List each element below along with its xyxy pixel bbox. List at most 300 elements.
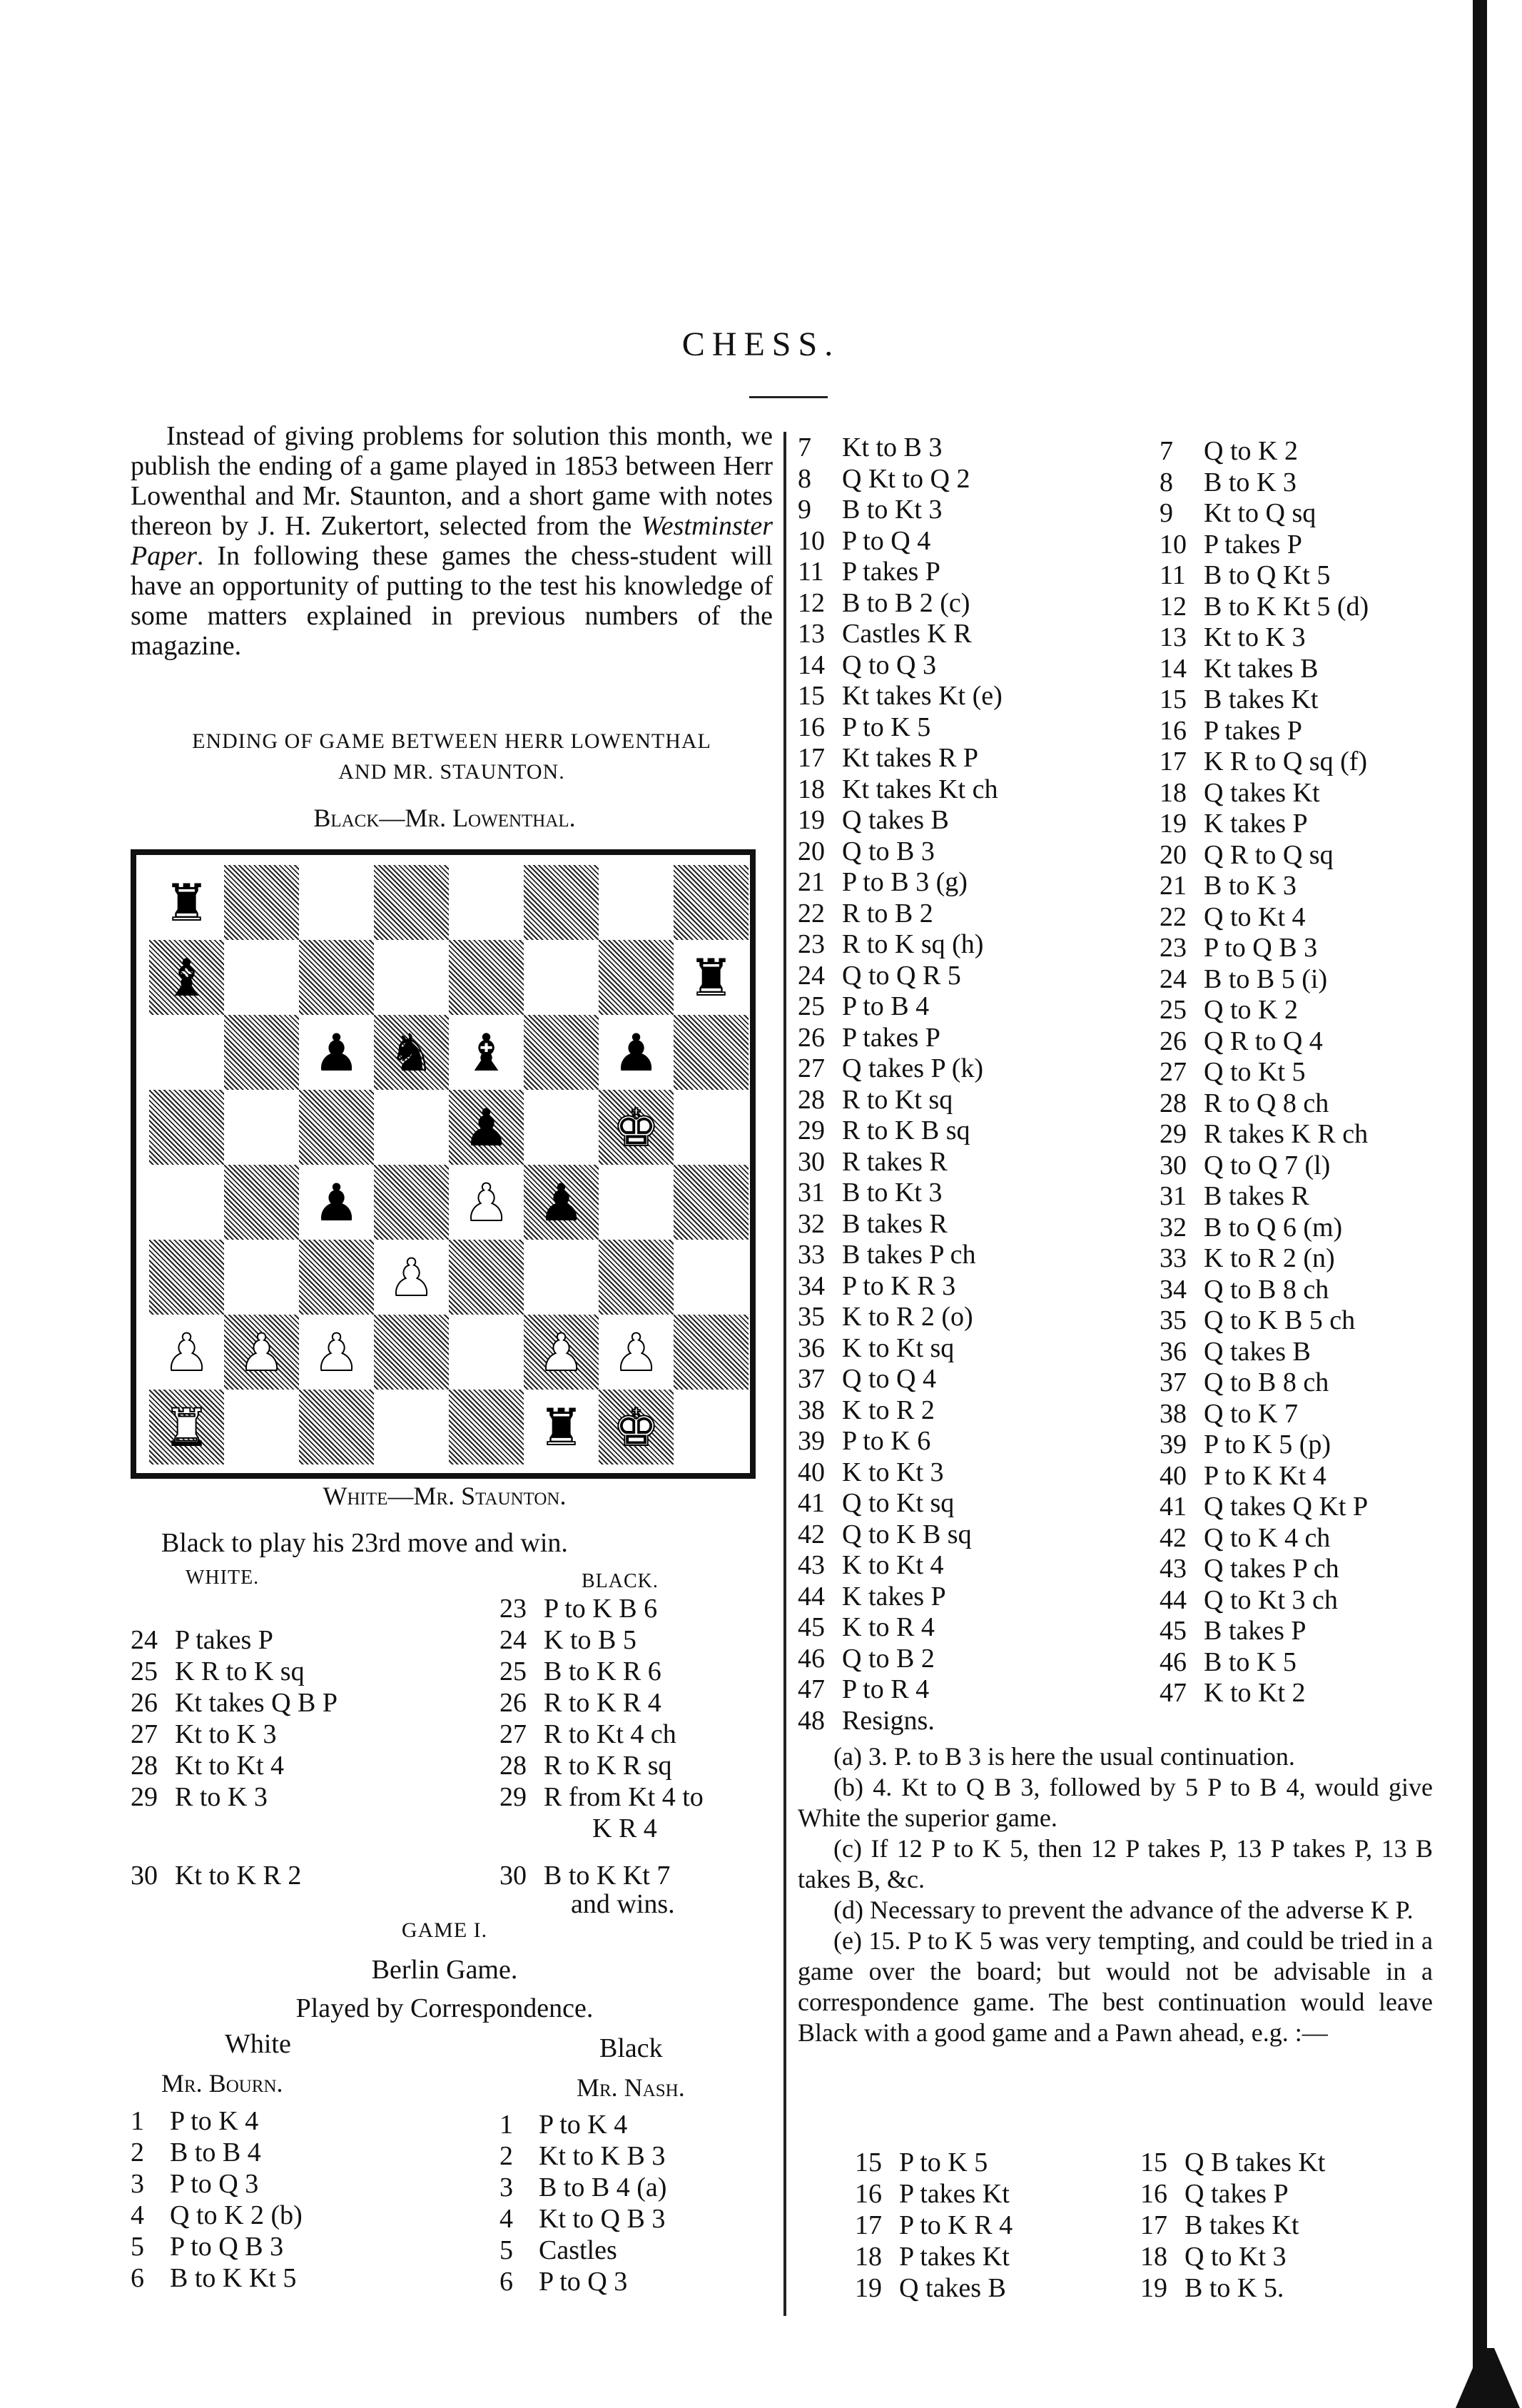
move-row <box>499 1781 704 1813</box>
move-text: B takes Kt <box>1204 684 1319 714</box>
move-number: 15 <box>855 2148 882 2177</box>
move-text: Kt to Q sq <box>1204 498 1316 528</box>
page-title: CHESS. <box>681 325 841 363</box>
move-row <box>1140 2241 1287 2272</box>
move-text: P to Q B 3 <box>1204 933 1318 963</box>
move-row <box>1160 870 1297 901</box>
board-square <box>374 1315 449 1390</box>
game-black-player: Mr. Nash. <box>577 2073 685 2102</box>
move-number: 27 <box>131 1719 158 1749</box>
move-text: Kt to K B 3 <box>539 2141 666 2171</box>
move-number: 29 <box>131 1782 158 1812</box>
move-text: Q to Kt 4 <box>1204 901 1306 932</box>
black-pawn-icon: ♟ <box>313 1023 360 1083</box>
move-number: 38 <box>1160 1398 1187 1429</box>
move-number: 21 <box>798 867 825 897</box>
move-text: Kt takes Kt (e) <box>842 681 1003 711</box>
white-pawn-icon: ♟ <box>238 1322 285 1382</box>
black-rook-icon: ♜ <box>688 948 734 1008</box>
board-square <box>149 1240 224 1315</box>
move-number: 8 <box>798 463 811 494</box>
move-number: 16 <box>855 2179 882 2209</box>
move-text: Q takes Q Kt P <box>1204 1492 1369 1522</box>
white-pawn-icon: ♟ <box>313 1322 360 1382</box>
move-row <box>1160 1646 1297 1678</box>
ending-black-header: BLACK. <box>582 1570 659 1592</box>
move-text: P to Q 4 <box>842 525 931 556</box>
move-number: 7 <box>798 432 811 462</box>
move-text: P to Q 3 <box>170 2169 259 2199</box>
move-row <box>1160 808 1308 839</box>
board-square <box>374 940 449 1015</box>
move-number: 26 <box>1160 1026 1187 1056</box>
move-text: Kt takes R P <box>842 743 979 773</box>
move-text: Q to K B 5 ch <box>1204 1305 1356 1335</box>
move-number: 19 <box>1160 809 1187 839</box>
move-row <box>1160 932 1317 963</box>
move-row <box>1160 591 1369 622</box>
move-text: K R to K sq <box>175 1656 305 1686</box>
move-text: Q B takes Kt <box>1184 2148 1326 2177</box>
move-number: 13 <box>798 619 825 649</box>
move-text: B to B 4 <box>170 2138 261 2167</box>
move-row <box>798 929 983 960</box>
move-row <box>131 1860 301 1891</box>
move-number: 24 <box>1160 963 1187 994</box>
move-row-continued <box>571 1888 675 1920</box>
move-text: Q R to Q sq <box>1204 839 1334 870</box>
move-text: Q to Q 7 (l) <box>1204 1150 1331 1180</box>
move-row <box>131 2200 303 2231</box>
move-number: 43 <box>798 1550 825 1580</box>
move-text: B to K Kt 5 <box>170 2263 297 2293</box>
move-number: 31 <box>1160 1181 1187 1211</box>
move-row <box>1160 622 1306 653</box>
move-number: 40 <box>798 1457 825 1487</box>
move-row <box>499 1719 676 1750</box>
move-text: R takes K R ch <box>1204 1119 1369 1149</box>
move-text: B to K 5 <box>1204 1646 1297 1677</box>
move-number: 6 <box>131 2263 144 2293</box>
move-row <box>798 1053 983 1084</box>
move-number: 32 <box>798 1208 825 1239</box>
move-row <box>855 2210 1013 2241</box>
move-text: R to K R sq <box>544 1751 672 1781</box>
move-number: 5 <box>131 2232 144 2262</box>
move-number: 36 <box>1160 1336 1187 1367</box>
move-text: P to K B 6 <box>544 1594 658 1624</box>
game-white-player: Mr. Bourn. <box>161 2069 283 2098</box>
move-text: P to K R 3 <box>842 1270 956 1301</box>
black-player-label: Black—Mr. Lowenthal. <box>313 804 576 832</box>
white-pawn-icon: ♟ <box>463 1173 509 1233</box>
black-bishop-icon: ♝ <box>163 948 210 1008</box>
move-text: Q to B 8 ch <box>1204 1274 1329 1305</box>
move-text: R to K B sq <box>842 1116 970 1145</box>
move-row <box>798 587 970 619</box>
move-number: 18 <box>855 2242 882 2272</box>
move-text: P to K 5 (p) <box>1204 1430 1331 1460</box>
move-text: B takes Kt <box>1184 2210 1299 2240</box>
move-number: 26 <box>131 1688 158 1718</box>
move-number: 28 <box>798 1084 825 1115</box>
move-row <box>1140 2178 1289 2210</box>
move-text: K to Kt sq <box>842 1332 955 1363</box>
move-number: 23 <box>798 929 825 959</box>
move-text: P to K 4 <box>170 2106 259 2136</box>
move-text: B to K 5. <box>1184 2273 1284 2303</box>
move-text: P takes P <box>842 1022 940 1053</box>
move-number: 17 <box>1160 747 1187 776</box>
move-text: Kt to K 3 <box>1204 622 1306 652</box>
move-number: 35 <box>798 1302 825 1332</box>
move-text: Q to B 3 <box>842 836 935 866</box>
move-row <box>1160 653 1318 684</box>
move-text: P takes P <box>1204 715 1302 746</box>
move-row <box>798 494 942 525</box>
move-text: Q takes P (k) <box>842 1053 984 1083</box>
move-row <box>798 1519 972 1550</box>
move-text: P to K 5 <box>842 712 931 742</box>
white-king-icon: ♚ <box>613 1397 659 1457</box>
move-number: 21 <box>1160 871 1187 901</box>
move-row <box>1160 1305 1355 1336</box>
move-number: 25 <box>499 1656 527 1686</box>
move-text: P takes P <box>1204 529 1302 560</box>
move-number: 27 <box>499 1719 527 1749</box>
move-number: 40 <box>1160 1460 1187 1491</box>
move-text: B to Q Kt 5 <box>1204 560 1331 590</box>
move-number: 3 <box>499 2172 513 2202</box>
board-square <box>449 940 524 1015</box>
board-square <box>224 940 299 1015</box>
move-number: 12 <box>1160 591 1187 622</box>
board-square <box>524 940 599 1015</box>
board-square <box>224 1015 299 1090</box>
move-number: 11 <box>798 557 824 587</box>
move-text: K to Kt 4 <box>842 1550 944 1580</box>
move-row <box>1160 1429 1331 1460</box>
move-text: P takes P <box>175 1625 273 1655</box>
move-number: 42 <box>1160 1522 1187 1553</box>
black-pawn-icon: ♟ <box>313 1173 360 1233</box>
move-number: 18 <box>798 774 825 804</box>
move-text: K to Kt 3 <box>842 1457 944 1487</box>
board-grid <box>149 865 749 1464</box>
move-number: 23 <box>499 1594 527 1624</box>
move-text: and wins. <box>571 1889 675 1919</box>
move-text: P to B 3 (g) <box>842 867 968 897</box>
move-text: Castles K R <box>842 619 972 649</box>
move-text: Kt takes Q B P <box>175 1688 338 1718</box>
move-text: P takes Kt <box>899 2242 1010 2272</box>
move-number: 2 <box>499 2141 513 2171</box>
move-number: 35 <box>1160 1305 1187 1335</box>
move-row <box>798 1425 930 1457</box>
move-text: K to Kt 2 <box>1204 1678 1306 1708</box>
move-number: 34 <box>798 1270 825 1301</box>
move-text: Kt to Q B 3 <box>539 2204 666 2234</box>
move-row <box>1160 1584 1338 1616</box>
move-number: 10 <box>1160 529 1187 560</box>
board-square <box>674 1015 749 1090</box>
move-number: 48 <box>798 1705 825 1736</box>
move-row <box>798 1270 955 1302</box>
title-rule <box>749 396 828 398</box>
move-text: K to R 4 <box>842 1612 935 1642</box>
move-text: R to K R 4 <box>544 1688 661 1718</box>
move-text: R from Kt 4 to <box>544 1782 704 1812</box>
move-number: 33 <box>798 1240 825 1270</box>
board-square <box>599 1165 674 1240</box>
game-white-label: White <box>225 2029 291 2059</box>
move-number: 30 <box>798 1146 825 1177</box>
board-square <box>224 1240 299 1315</box>
black-rook-icon: ♜ <box>538 1397 584 1457</box>
game-played-by: Played by Correspondence. <box>295 1993 594 2023</box>
move-text: Q to Kt 3 ch <box>1204 1584 1338 1615</box>
move-text: Q to K 7 <box>1204 1398 1298 1429</box>
move-row <box>798 1208 948 1240</box>
move-row <box>798 866 968 898</box>
move-text: Kt to K R 2 <box>175 1861 302 1891</box>
move-row <box>1160 1088 1329 1119</box>
move-number: 16 <box>1140 2179 1167 2209</box>
move-number: 33 <box>1160 1243 1187 1273</box>
move-row <box>798 1643 935 1674</box>
board-square <box>524 1090 599 1165</box>
move-number: 30 <box>499 1861 527 1891</box>
move-number: 25 <box>131 1656 158 1686</box>
move-number: 24 <box>798 960 825 991</box>
move-row <box>798 1301 973 1332</box>
move-row <box>499 2109 627 2140</box>
move-row <box>1160 435 1298 467</box>
move-row <box>1160 839 1334 871</box>
move-text: Q to K B sq <box>842 1519 972 1549</box>
board-square <box>299 1315 374 1390</box>
move-text: R to B 2 <box>842 898 933 929</box>
move-number: 27 <box>1160 1057 1187 1087</box>
move-number: 17 <box>1140 2210 1167 2240</box>
move-text: B to Q 6 (m) <box>1204 1212 1343 1243</box>
move-number: 16 <box>1160 715 1187 746</box>
move-number: 20 <box>1160 839 1187 870</box>
board-square <box>449 1390 524 1464</box>
move-text: B takes P ch <box>842 1240 976 1270</box>
move-row <box>798 1705 935 1736</box>
move-row <box>798 1084 953 1116</box>
move-text: Q to B 2 <box>842 1643 935 1674</box>
move-number: 43 <box>1160 1554 1187 1584</box>
move-row <box>1160 1243 1335 1274</box>
move-row <box>1160 560 1330 591</box>
intro-text-end: . In following these games the chess-student will have an opportunity of putting to the test his knowledge of some matters explained in previous numbers of the magazine. <box>131 541 773 661</box>
board-square <box>599 1015 674 1090</box>
board-square <box>599 1090 674 1165</box>
board-square <box>374 1390 449 1464</box>
move-row <box>798 1549 944 1581</box>
move-text: Q takes B <box>1204 1336 1311 1367</box>
move-row <box>499 2140 665 2172</box>
move-row <box>798 1487 954 1519</box>
move-number: 39 <box>798 1426 825 1456</box>
move-number: 46 <box>1160 1646 1187 1677</box>
move-number: 39 <box>1160 1430 1187 1460</box>
move-text: B to K 3 <box>1204 467 1297 497</box>
move-row <box>1160 1056 1306 1088</box>
move-text: Q R to Q 4 <box>1204 1026 1323 1056</box>
move-text: Q takes P ch <box>1204 1554 1339 1584</box>
move-text: Q to Kt 3 <box>1184 2242 1287 2272</box>
board-square <box>599 1240 674 1315</box>
move-row <box>131 1624 273 1656</box>
move-number: 20 <box>798 836 825 866</box>
move-text: B takes P <box>1204 1616 1307 1646</box>
move-row <box>499 1624 636 1656</box>
board-square <box>224 1165 299 1240</box>
move-number: 15 <box>1160 684 1187 714</box>
move-row <box>798 960 961 991</box>
board-square <box>299 940 374 1015</box>
move-number: 14 <box>1160 653 1187 684</box>
board-square <box>374 1165 449 1240</box>
black-knight-icon: ♞ <box>388 1023 435 1083</box>
move-row-continued <box>592 1813 657 1844</box>
move-text: K R to Q sq (f) <box>1204 747 1368 776</box>
move-row <box>798 432 942 463</box>
move-row <box>1160 715 1302 747</box>
move-row <box>499 2172 666 2203</box>
move-number: 37 <box>1160 1367 1187 1397</box>
move-row <box>798 712 930 743</box>
move-row <box>499 2235 617 2266</box>
white-player-label: White—Mr. Staunton. <box>323 1482 567 1510</box>
move-row <box>1160 1615 1307 1646</box>
move-row <box>855 2272 1006 2304</box>
move-number: 1 <box>131 2106 144 2136</box>
move-number: 4 <box>131 2200 144 2230</box>
board-square <box>674 1315 749 1390</box>
move-number: 37 <box>798 1364 825 1394</box>
board-square <box>449 1090 524 1165</box>
move-text: K to B 5 <box>544 1625 636 1655</box>
board-square <box>299 1240 374 1315</box>
move-row <box>499 1750 671 1781</box>
move-number: 38 <box>798 1395 825 1425</box>
ending-heading-line1: ENDING OF GAME BETWEEN HERR LOWENTHAL <box>192 729 711 753</box>
move-text: B takes R <box>842 1208 948 1239</box>
board-square <box>299 1390 374 1464</box>
move-row <box>131 2231 283 2262</box>
move-text: Q to B 8 ch <box>1204 1367 1329 1397</box>
move-row <box>798 1177 942 1208</box>
move-number: 47 <box>798 1674 825 1704</box>
white-pawn-icon: ♟ <box>613 1322 659 1382</box>
move-number: 10 <box>798 525 825 556</box>
black-rook-icon: ♜ <box>163 873 210 933</box>
move-text: B takes R <box>1204 1181 1309 1211</box>
move-text: K takes P <box>842 1581 946 1612</box>
move-number: 34 <box>1160 1274 1187 1305</box>
move-text: Q takes B <box>842 805 949 835</box>
move-number: 23 <box>1160 933 1187 963</box>
move-row <box>1160 1118 1368 1150</box>
move-row <box>798 1146 948 1178</box>
move-row <box>1160 684 1318 715</box>
move-text: B to B 5 (i) <box>1204 963 1328 994</box>
move-row <box>1160 1367 1329 1398</box>
move-number: 29 <box>499 1782 527 1812</box>
move-text: Kt to K 3 <box>175 1719 277 1749</box>
move-number: 28 <box>499 1751 527 1781</box>
move-text: R takes R <box>842 1146 948 1177</box>
move-number: 11 <box>1160 560 1186 590</box>
move-row <box>798 836 935 867</box>
move-row <box>131 2262 296 2294</box>
move-number: 9 <box>798 495 811 525</box>
note-a: (a) 3. P. to B 3 is here the usual continuation. <box>833 1742 1295 1771</box>
board-square <box>524 1240 599 1315</box>
move-row <box>798 804 949 836</box>
move-number: 42 <box>798 1519 825 1549</box>
move-row <box>1160 746 1367 777</box>
move-text: P to Q 3 <box>539 2267 628 2297</box>
move-row <box>131 2168 258 2200</box>
move-row <box>798 1674 929 1705</box>
move-text: Q to Q R 5 <box>842 960 961 991</box>
move-row <box>798 742 978 774</box>
move-row <box>1160 1522 1330 1554</box>
move-number: 16 <box>798 712 825 742</box>
move-text: R to Q 8 ch <box>1204 1088 1329 1118</box>
move-row <box>798 1363 936 1395</box>
board-square <box>149 940 224 1015</box>
board-square <box>374 1240 449 1315</box>
column-divider <box>783 432 786 2316</box>
move-text: P to K 5 <box>899 2148 988 2177</box>
move-row <box>1140 2210 1299 2241</box>
note-d: (d) Necessary to prevent the advance of the adverse K P. <box>833 1896 1414 1924</box>
move-row <box>131 2137 261 2168</box>
game-opening: Berlin Game. <box>371 1955 518 1985</box>
move-row <box>1160 994 1298 1026</box>
move-number: 44 <box>1160 1584 1187 1615</box>
note-b: (b) 4. Kt to Q B 3, followed by 5 P to B 4, would give White the superior game. <box>798 1773 1433 1832</box>
move-text: B to K Kt 7 <box>544 1861 671 1891</box>
move-row <box>131 1781 268 1813</box>
intro-text: Instead of giving problems for solution this month, we publish the ending of a game played in 1853 between Herr Lowenthal and Mr. Staunton, and a short game with notes thereon by J. H. Zukertort, selected from the <box>131 421 773 541</box>
move-row <box>1160 1491 1368 1522</box>
board-square <box>524 1015 599 1090</box>
move-number: 5 <box>499 2235 513 2265</box>
move-number: 2 <box>131 2138 144 2167</box>
move-text: R to Kt sq <box>842 1084 953 1115</box>
board-square <box>449 1165 524 1240</box>
black-pawn-icon: ♟ <box>463 1098 509 1158</box>
move-number: 8 <box>1160 467 1173 497</box>
move-number: 17 <box>798 743 825 773</box>
white-king-icon: ♚ <box>613 1098 659 1158</box>
move-number: 30 <box>131 1861 158 1891</box>
game-heading: GAME I. <box>401 1918 488 1942</box>
move-row <box>798 525 930 557</box>
board-square <box>149 1390 224 1464</box>
move-text: Q to K 4 ch <box>1204 1522 1331 1553</box>
move-row <box>855 2147 988 2178</box>
move-number: 47 <box>1160 1678 1187 1708</box>
move-row <box>1160 1398 1298 1430</box>
